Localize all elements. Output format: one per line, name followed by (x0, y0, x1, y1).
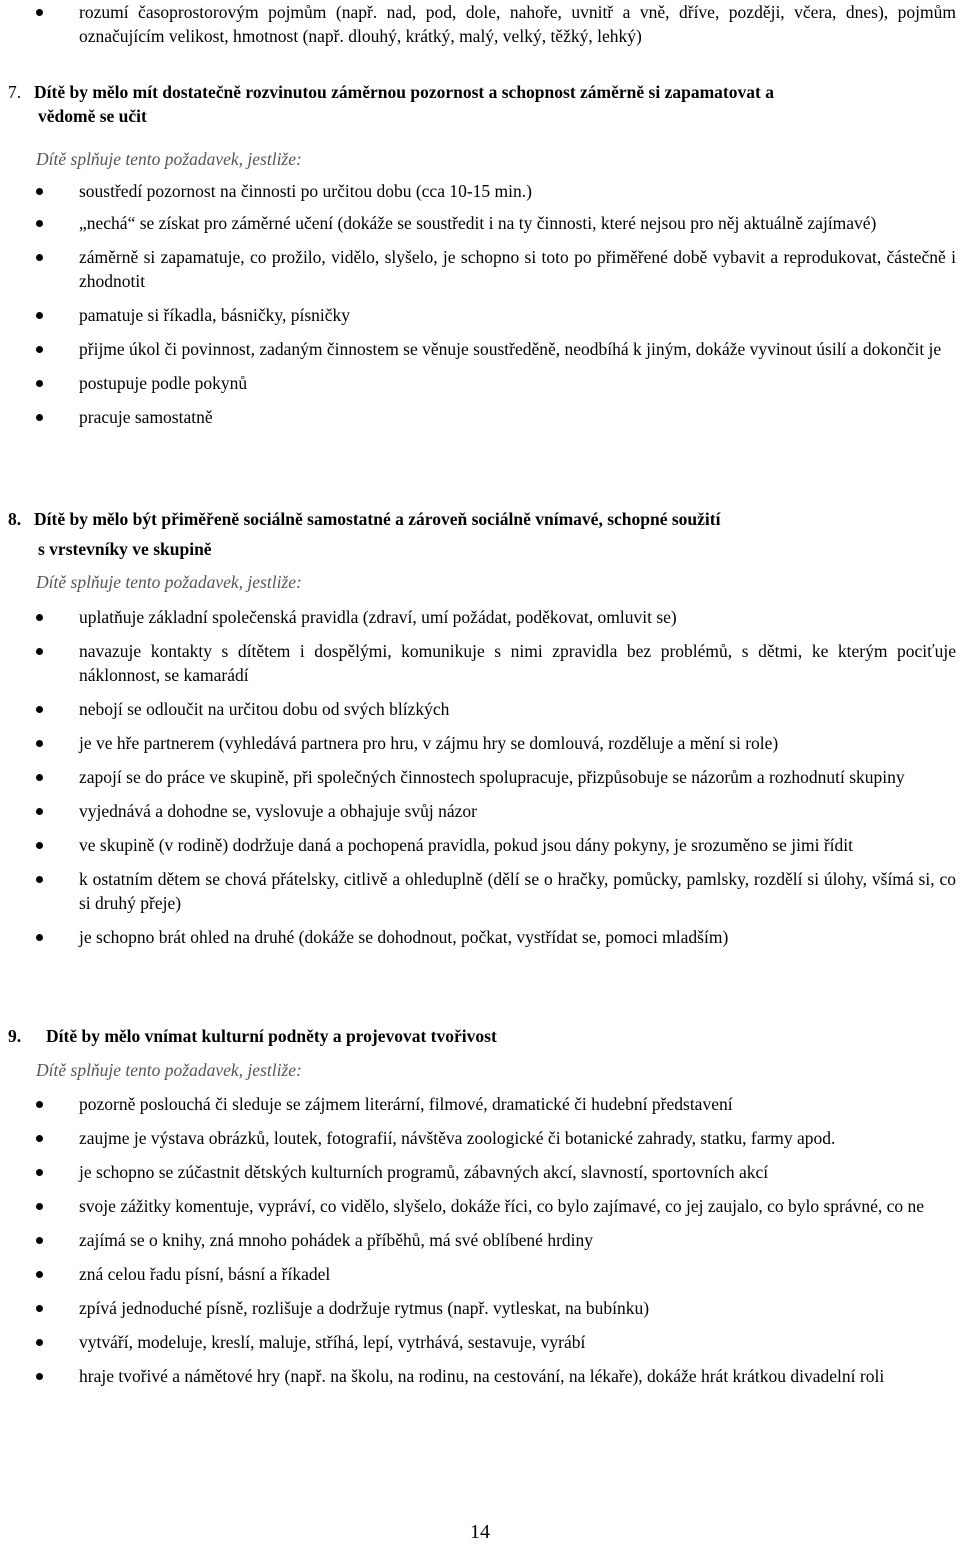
section-8-list (0, 605, 960, 949)
bullet-icon (36, 1271, 43, 1278)
list-item (0, 371, 960, 395)
list-item-text: svoje zážitky komentuje, vypráví, co vidělo, slyšelo, dokáže říci, co bylo zajímavé, co jej zaujalo, co bylo správné, co ne (79, 1196, 925, 1216)
list-item-text: pamatuje si říkadla, básničky, písničky (79, 305, 351, 325)
bullet-icon (36, 614, 43, 621)
bullet-icon (36, 9, 43, 16)
list-item (0, 1126, 960, 1150)
list-item-text: vyjednává a dohodne se, vyslovuje a obhajuje svůj názor (79, 801, 478, 821)
list-item (0, 1160, 960, 1184)
list-item (0, 639, 960, 687)
list-item-text: ve skupině (v rodině) dodržuje daná a pochopená pravidla, pokud jsou dány pokyny, je srozuměno se jimi řídit (79, 835, 854, 855)
page-number: 14 (470, 1521, 490, 1543)
list-item (0, 211, 960, 235)
section-title-continuation: vědomě se učit (38, 106, 147, 126)
list-item (0, 179, 960, 203)
list-item (0, 697, 960, 721)
bullet-icon (36, 188, 43, 195)
list-item (0, 765, 960, 789)
list-item (0, 731, 960, 755)
list-item-text: k ostatním dětem se chová přátelsky, citlivě a ohleduplně (dělí se o hračky, pomůcky, pamlsky, rozdělí si úlohy, všímá si, co si druhý přeje) (79, 869, 956, 913)
bullet-icon (36, 648, 43, 655)
list-item (0, 1194, 960, 1218)
list-item-text: záměrně si zapamatuje, co prožilo, vidělo, slyšelo, je schopno si toto po přiměřené době vybavit a reprodukovat, částečně i zhodnotit (79, 247, 956, 291)
list-item-text: je schopno brát ohled na druhé (dokáže se dohodnout, počkat, vystřídat se, pomoci mladším) (79, 927, 729, 947)
section-9-subtitle: Dítě splňuje tento požadavek, jestliže: (36, 1060, 302, 1080)
bullet-icon (36, 876, 43, 883)
list-item (0, 1228, 960, 1252)
list-item (0, 405, 960, 429)
list-item (0, 1262, 960, 1286)
bullet-icon (36, 842, 43, 849)
list-item (0, 0, 960, 48)
section-number: 8. (8, 509, 22, 529)
bullet-icon (36, 706, 43, 713)
section-number: 7. (8, 82, 22, 102)
list-item-text: soustředí pozornost na činnosti po určitou dobu (cca 10-15 min.) (79, 181, 532, 201)
list-item-text: zajímá se o knihy, zná mnoho pohádek a příběhů, má své oblíbené hrdiny (79, 1230, 594, 1250)
section-title-line: Dítě by mělo vnímat kulturní podněty a projevovat tvořivost (46, 1026, 497, 1046)
list-item (0, 1364, 960, 1388)
section-7-heading (0, 80, 960, 128)
section-8 (0, 507, 960, 561)
section-8-heading (0, 507, 960, 561)
list-item-text: zapojí se do práce ve skupině, při společných činnostech spolupracuje, přizpůsobuje se názorům a rozhodnutí skupiny (79, 767, 905, 787)
list-item-text: uplatňuje základní společenská pravidla (zdraví, umí požádat, poděkovat, omluvit se) (79, 607, 677, 627)
bullet-icon (36, 1169, 43, 1176)
bullet-icon (36, 934, 43, 941)
section-number: 9. (8, 1026, 22, 1046)
bullet-icon (36, 1101, 43, 1108)
bullet-icon (36, 808, 43, 815)
bullet-icon (36, 220, 43, 227)
list-item (0, 1092, 960, 1116)
bullet-icon (36, 1237, 43, 1244)
list-item (0, 1296, 960, 1320)
list-item-text: hraje tvořivé a námětové hry (např. na školu, na rodinu, na cestování, na lékaře), dokáže hrát krátkou divadelní roli (79, 1366, 885, 1386)
list-item-text: rozumí časoprostorovým pojmům (např. nad, pod, dole, nahoře, uvnitř a vně, dříve, později, včera, dnes), pojmům označujícím velikost, hmotnost (např. dlouhý, krátký, malý, velký, těžký, lehký) (79, 2, 956, 46)
bullet-icon (36, 1305, 43, 1312)
list-item-text: přijme úkol či povinnost, zadaným činnostem se věnuje soustředěně, neodbíhá k jiným, dokáže vyvinout úsilí a dokončit je (79, 339, 942, 359)
section-9 (0, 1024, 960, 1048)
list-item (0, 867, 960, 915)
section-7-list (0, 179, 960, 429)
bullet-icon (36, 1339, 43, 1346)
section-8-subtitle: Dítě splňuje tento požadavek, jestliže: (36, 572, 302, 592)
list-item-text: „nechá“ se získat pro záměrné učení (dokáže se soustředit i na ty činnosti, které nejsou pro něj aktuálně zajímavé) (79, 213, 877, 233)
bullet-icon (36, 774, 43, 781)
list-item-text: vytváří, modeluje, kreslí, maluje, stříhá, lepí, vytrhává, sestavuje, vyrábí (79, 1332, 586, 1352)
list-item (0, 1330, 960, 1354)
list-item-text: zaujme je výstava obrázků, loutek, fotografií, návštěva zoologické či botanické zahrady, statku, farmy apod. (79, 1128, 836, 1148)
list-item (0, 799, 960, 823)
list-item-text: zná celou řadu písní, básní a říkadel (79, 1264, 331, 1284)
section-title-continuation: s vrstevníky ve skupině (38, 539, 212, 559)
list-item (0, 337, 960, 361)
section-title-line: Dítě by mělo mít dostatečně rozvinutou záměrnou pozornost a schopnost záměrně si zapamatovat a (34, 82, 774, 102)
list-item-text: nebojí se odloučit na určitou dobu od svých blízkých (79, 699, 450, 719)
list-item-text: postupuje podle pokynů (79, 373, 248, 393)
bullet-icon (36, 312, 43, 319)
list-item (0, 925, 960, 949)
bullet-icon (36, 254, 43, 261)
list-item-text: je ve hře partnerem (vyhledává partnera pro hru, v zájmu hry se domlouvá, rozděluje a mění si role) (79, 733, 779, 753)
section-title-line: Dítě by mělo být přiměřeně sociálně samostatné a zároveň sociálně vnímavé, schopné soužití (34, 509, 721, 529)
section-7-subtitle: Dítě splňuje tento požadavek, jestliže: (36, 149, 302, 169)
list-item-text: pracuje samostatně (79, 407, 213, 427)
bullet-icon (36, 414, 43, 421)
bullet-icon (36, 346, 43, 353)
bullet-icon (36, 1373, 43, 1380)
section-9-heading (0, 1024, 960, 1048)
list-item (0, 605, 960, 629)
list-item-text: zpívá jednoduché písně, rozlišuje a dodržuje rytmus (např. vytleskat, na bubínku) (79, 1298, 650, 1318)
bullet-icon (36, 1135, 43, 1142)
top-bullet-list (0, 0, 960, 48)
list-item-text: pozorně poslouchá či sleduje se zájmem literární, filmové, dramatické či hudební představení (79, 1094, 733, 1114)
list-item (0, 245, 960, 293)
section-7 (0, 80, 960, 128)
bullet-icon (36, 740, 43, 747)
bullet-icon (36, 1203, 43, 1210)
section-9-list (0, 1092, 960, 1388)
bullet-icon (36, 380, 43, 387)
list-item (0, 833, 960, 857)
list-item-text: je schopno se zúčastnit dětských kulturních programů, zábavných akcí, slavností, sportovních akcí (79, 1162, 769, 1182)
list-item-text: navazuje kontakty s dítětem i dospělými, komunikuje s nimi zpravidla bez problémů, s dětmi, ke kterým pociťuje náklonnost, se kamarádí (79, 641, 956, 685)
list-item (0, 303, 960, 327)
